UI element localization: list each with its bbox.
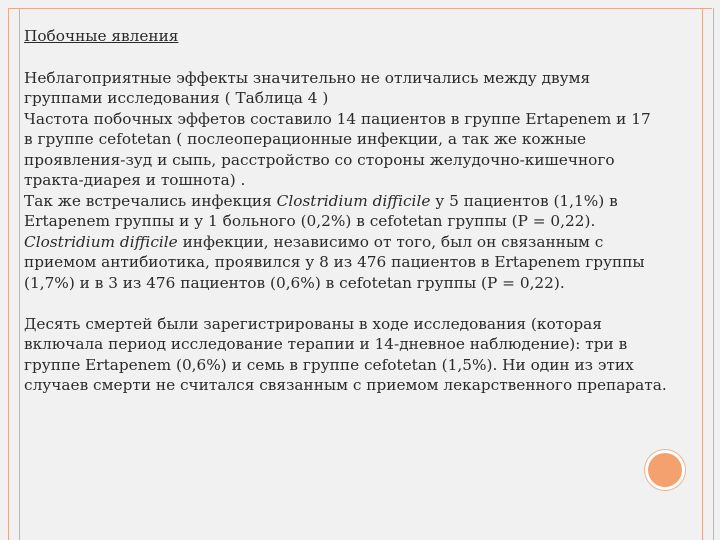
slide-content <box>24 26 714 396</box>
paragraph-gap <box>24 293 714 314</box>
text-line <box>24 232 714 253</box>
organism-name: Clostridium difficile <box>276 191 431 210</box>
text-line: Ertapenem группы и у 1 больного (0,2%) в cefotetan группы (P = 0,22). <box>24 212 596 230</box>
text-line: включала период исследование терапии и 14-дневное наблюдение): три в <box>24 335 628 353</box>
text-line: проявления-зуд и сыпь, расстройство со стороны желудочно-кишечного <box>24 150 615 169</box>
text-line: тракта-диарея и тошнота) . <box>24 171 246 189</box>
text-line: приемом антибиотика, проявился у 8 из 476 пациентов в Ertapenem группы <box>24 253 645 271</box>
paragraph-clostridium <box>24 191 714 294</box>
text-line <box>24 191 714 212</box>
text-line: группе Ertapenem (0,6%) и семь в группе cefotetan (1,5%). Ни один из этих <box>24 355 634 374</box>
text-segment: у 5 пациентов (1,1%) в <box>430 191 618 210</box>
text-segment: инфекции, независимо от того, был он связанным с <box>177 232 604 251</box>
decorative-circle-icon <box>648 453 682 487</box>
slide-heading: Побочные явления <box>24 27 179 45</box>
organism-name: Clostridium difficile <box>24 232 178 251</box>
frame-left-border <box>8 8 20 540</box>
text-line: группами исследования ( Таблица 4 ) <box>24 89 329 107</box>
text-line: (1,7%) и в 3 из 476 пациентов (0,6%) в cefotetan группы (P = 0,22). <box>24 273 565 292</box>
text-line: в группе cefotetan ( послеоперационные инфекции, а так же кожные <box>24 130 587 148</box>
text-line: случаев смерти не считался связанным с приемом лекарственного препарата. <box>24 376 667 394</box>
paragraph-overview <box>24 68 714 109</box>
frame-top-border <box>8 8 712 9</box>
paragraph-deaths <box>24 314 714 396</box>
text-line: Частота побочных эффетов составило 14 пациентов в группе Ertapenem и 17 <box>24 109 651 128</box>
text-line: Десять смертей были зарегистрированы в ходе исследования (которая <box>24 314 602 333</box>
text-line: Неблагоприятные эффекты значительно не отличались между двумя <box>24 68 591 87</box>
text-segment: Так же встречались инфекция <box>24 191 277 210</box>
paragraph-adverse-frequency <box>24 109 714 191</box>
